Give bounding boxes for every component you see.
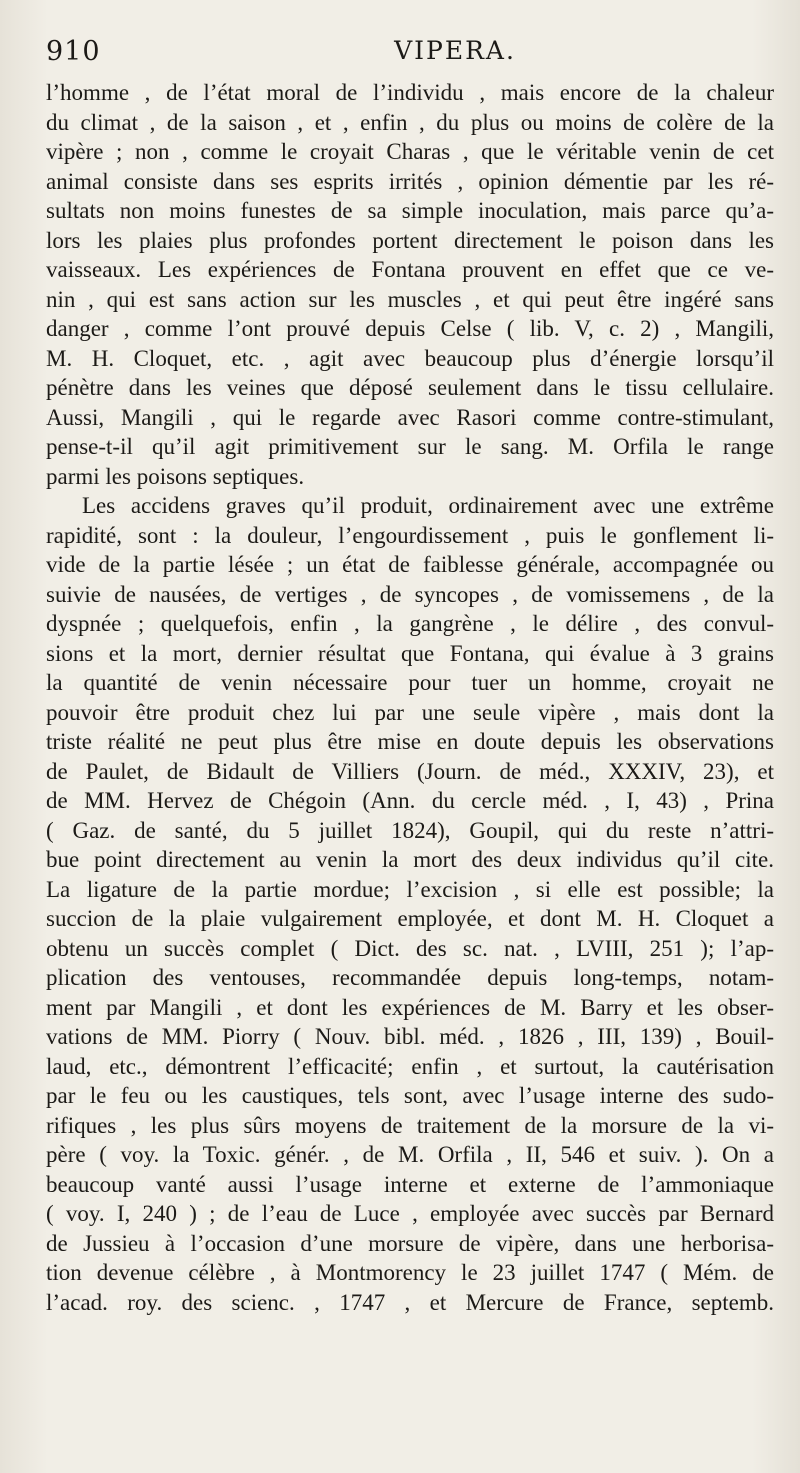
text-line: obtenu un succès complet ( Dict. des sc. nat. , LVIII, 251 ); l’ap- — [46, 935, 774, 961]
text-line: pense-t-il qu’il agit primitivement sur le sang. M. Orfila le range — [46, 434, 774, 459]
text-line: rapidité, sont : la douleur, l’engourdissement , puis le gonflement li- — [46, 522, 774, 548]
body-text — [46, 78, 774, 1317]
text-line: nin , qui est sans action sur les muscles , et qui peut être ingéré sans — [46, 286, 774, 312]
text-line: par le feu ou les caustiques, tels sont, avec l’usage interne des sudo- — [46, 1083, 774, 1108]
text-line: père ( voy. la Toxic. génér. , de M. Orfila , II, 546 et suiv. ). On a — [46, 1142, 774, 1167]
text-line: dyspnée ; quelquefois, enfin , la gangrène , le délire , des convul- — [46, 611, 774, 636]
text-line: sions et la mort, dernier résultat que Fontana, qui évalue à 3 grains — [46, 640, 774, 666]
text-line: ( Gaz. de santé, du 5 juillet 1824), Goupil, qui du reste n’attri- — [46, 817, 774, 843]
text-line: du climat , de la saison , et , enfin , du plus ou moins de colère de la — [46, 109, 774, 135]
text-line: ( voy. I, 240 ) ; de l’eau de Luce , employée avec succès par Bernard — [46, 1201, 774, 1226]
text-line: lors les plaies plus profondes portent directement le poison dans les — [46, 227, 774, 253]
text-line: tion devenue célèbre , à Montmorency le 23 juillet 1747 ( Mém. de — [46, 1260, 774, 1285]
text-line: vaisseaux. Les expériences de Fontana prouvent en effet que ce ve- — [46, 257, 774, 282]
text-line: parmi les poisons septiques. — [46, 463, 305, 489]
text-line: l’homme , de l’état moral de l’individu , mais encore de la chaleur — [46, 80, 774, 105]
text-line: La ligature de la partie mordue; l’excision , si elle est possible; la — [46, 876, 774, 902]
text-line: animal consiste dans ses esprits irrités , opinion démentie par les ré- — [46, 168, 774, 194]
text-line: triste réalité ne peut plus être mise en doute depuis les observations — [46, 729, 774, 754]
text-line: la quantité de venin nécessaire pour tuer un homme, croyait ne — [46, 670, 774, 695]
text-line: beaucoup vanté aussi l’usage interne et externe de l’ammoniaque — [46, 1171, 774, 1197]
running-title: VIPERA. — [394, 36, 516, 65]
text-line: ment par Mangili , et dont les expériences de M. Barry et les obser- — [46, 994, 774, 1020]
text-line: de Paulet, de Bidault de Villiers (Journ. de méd., XXXIV, 23), et — [46, 758, 774, 784]
text-line: Aussi, Mangili , qui le regarde avec Rasori comme contre-stimulant, — [46, 404, 774, 430]
running-head — [46, 30, 774, 78]
text-line: danger , comme l’ont prouvé depuis Celse ( lib. V, c. 2) , Mangili, — [46, 316, 774, 341]
text-line: rifiques , les plus sûrs moyens de traitement de la morsure de la vi- — [46, 1112, 774, 1138]
text-line: de MM. Hervez de Chégoin (Ann. du cercle méd. , I, 43) , Prina — [46, 788, 774, 813]
text-line: suivie de nausées, de vertiges , de syncopes , de vomissemens , de la — [46, 581, 774, 607]
text-line: pénètre dans les veines que déposé seulement dans le tissu cellulaire. — [46, 375, 774, 400]
text-line: pouvoir être produit chez lui par une seule vipère , mais dont la — [46, 699, 774, 725]
text-line: plication des ventouses, recommandée depuis long-temps, notam- — [46, 965, 774, 990]
text-line: vations de MM. Piorry ( Nouv. bibl. méd. , 1826 , III, 139) , Bouil- — [46, 1024, 774, 1049]
text-line: succion de la plaie vulgairement employée, et dont M. H. Cloquet a — [46, 906, 774, 931]
text-line: vipère ; non , comme le croyait Charas , que le véritable venin de cet — [46, 139, 774, 164]
text-line: de Jussieu à l’occasion d’une morsure de vipère, dans une herborisa- — [46, 1230, 774, 1256]
text-line: Les accidens graves qu’il produit, ordinairement avec une extrême — [82, 493, 774, 518]
text-line: M. H. Cloquet, etc. , agit avec beaucoup plus d’énergie lorsqu’il — [46, 345, 774, 371]
text-line: laud, etc., démontrent l’efficacité; enfin , et surtout, la cautérisation — [46, 1053, 774, 1079]
text-line: sultats non moins funestes de sa simple inoculation, mais parce qu’a- — [46, 198, 774, 223]
text-line: l’acad. roy. des scienc. , 1747 , et Mercure de France, septemb. — [46, 1289, 774, 1315]
text-line: vide de la partie lésée ; un état de faiblesse générale, accompagnée ou — [46, 552, 774, 577]
text-line: bue point directement au venin la mort des deux individus qu’il cite. — [46, 847, 774, 872]
page-number: 910 — [46, 36, 101, 67]
